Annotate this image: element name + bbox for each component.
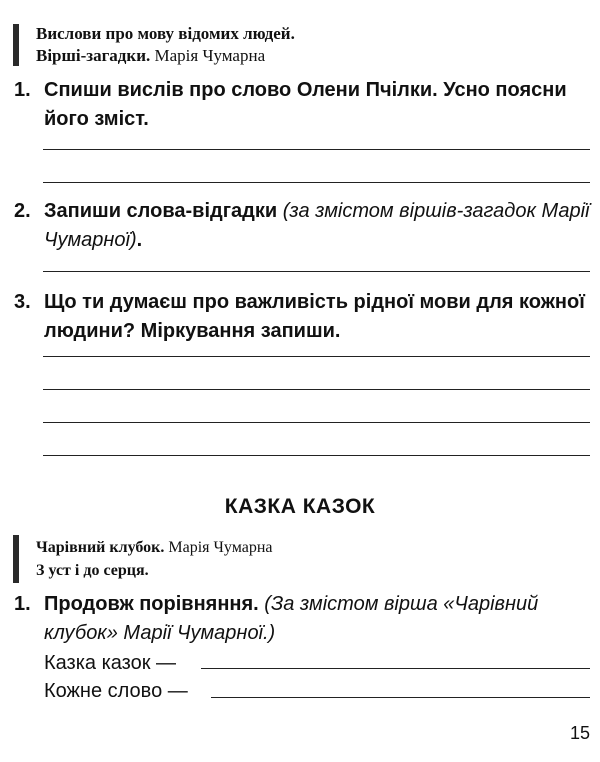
task-text (44, 288, 590, 346)
section-title: КАЗКА КАЗОК (224, 495, 376, 518)
task-number: 1. (14, 593, 31, 615)
comparison-answer-line[interactable] (211, 697, 590, 698)
task-instruction: Спиши вислів про слово Олени Пчілки. Усно поясни його зміст. (44, 79, 567, 130)
answer-line[interactable] (43, 455, 590, 456)
topic-title: Вислови про мову відомих людей. (36, 24, 295, 43)
comparison-label: Казка казок — (44, 652, 177, 674)
answer-line[interactable] (43, 271, 590, 272)
answer-line[interactable] (43, 182, 590, 183)
comparison-label: Кожне слово — (44, 680, 188, 702)
task-punctuation: . (136, 229, 143, 251)
task-number: 1. (14, 79, 31, 101)
section-marker-bar (13, 535, 19, 583)
task-text (44, 197, 590, 255)
author-name: Марія Чумарна (154, 46, 266, 65)
task-text (44, 590, 590, 648)
task-instruction: Запиши слова-відгадки (44, 200, 278, 222)
page-number: 15 (569, 723, 590, 743)
answer-line[interactable] (43, 422, 590, 423)
topic-heading (36, 23, 295, 45)
topic-subtitle: Вірші-загадки. (36, 46, 151, 65)
task-note: (За змістом вірша «Чарівний клубок» Марії Чумарної.) (44, 593, 539, 644)
topic-subheading (36, 560, 149, 582)
task-3 (14, 288, 590, 346)
author-name: Марія Чумарна (168, 539, 273, 556)
task-2 (14, 197, 590, 255)
topic-subheading (36, 45, 265, 67)
task-number: 3. (14, 291, 31, 313)
task-number: 2. (14, 200, 31, 222)
answer-line[interactable] (43, 149, 590, 150)
section-marker-bar (13, 24, 19, 66)
task-1-fairy-tale (14, 590, 590, 648)
answer-line[interactable] (43, 389, 590, 390)
topic-title: Чарівний клубок. (36, 539, 165, 556)
topic-subtitle: З уст і до серця. (36, 562, 149, 579)
topic-heading (36, 537, 272, 559)
task-note: (за змістом віршів-загадок Марії Чумарної) (44, 200, 590, 251)
answer-line[interactable] (43, 356, 590, 357)
task-text (44, 76, 590, 134)
task-1 (14, 76, 590, 134)
task-instruction: Що ти думаєш про важливість рідної мови для кожної людини? Міркування запиши. (44, 291, 585, 342)
task-instruction: Продовж порівняння. (44, 593, 259, 615)
comparison-answer-line[interactable] (201, 668, 590, 669)
